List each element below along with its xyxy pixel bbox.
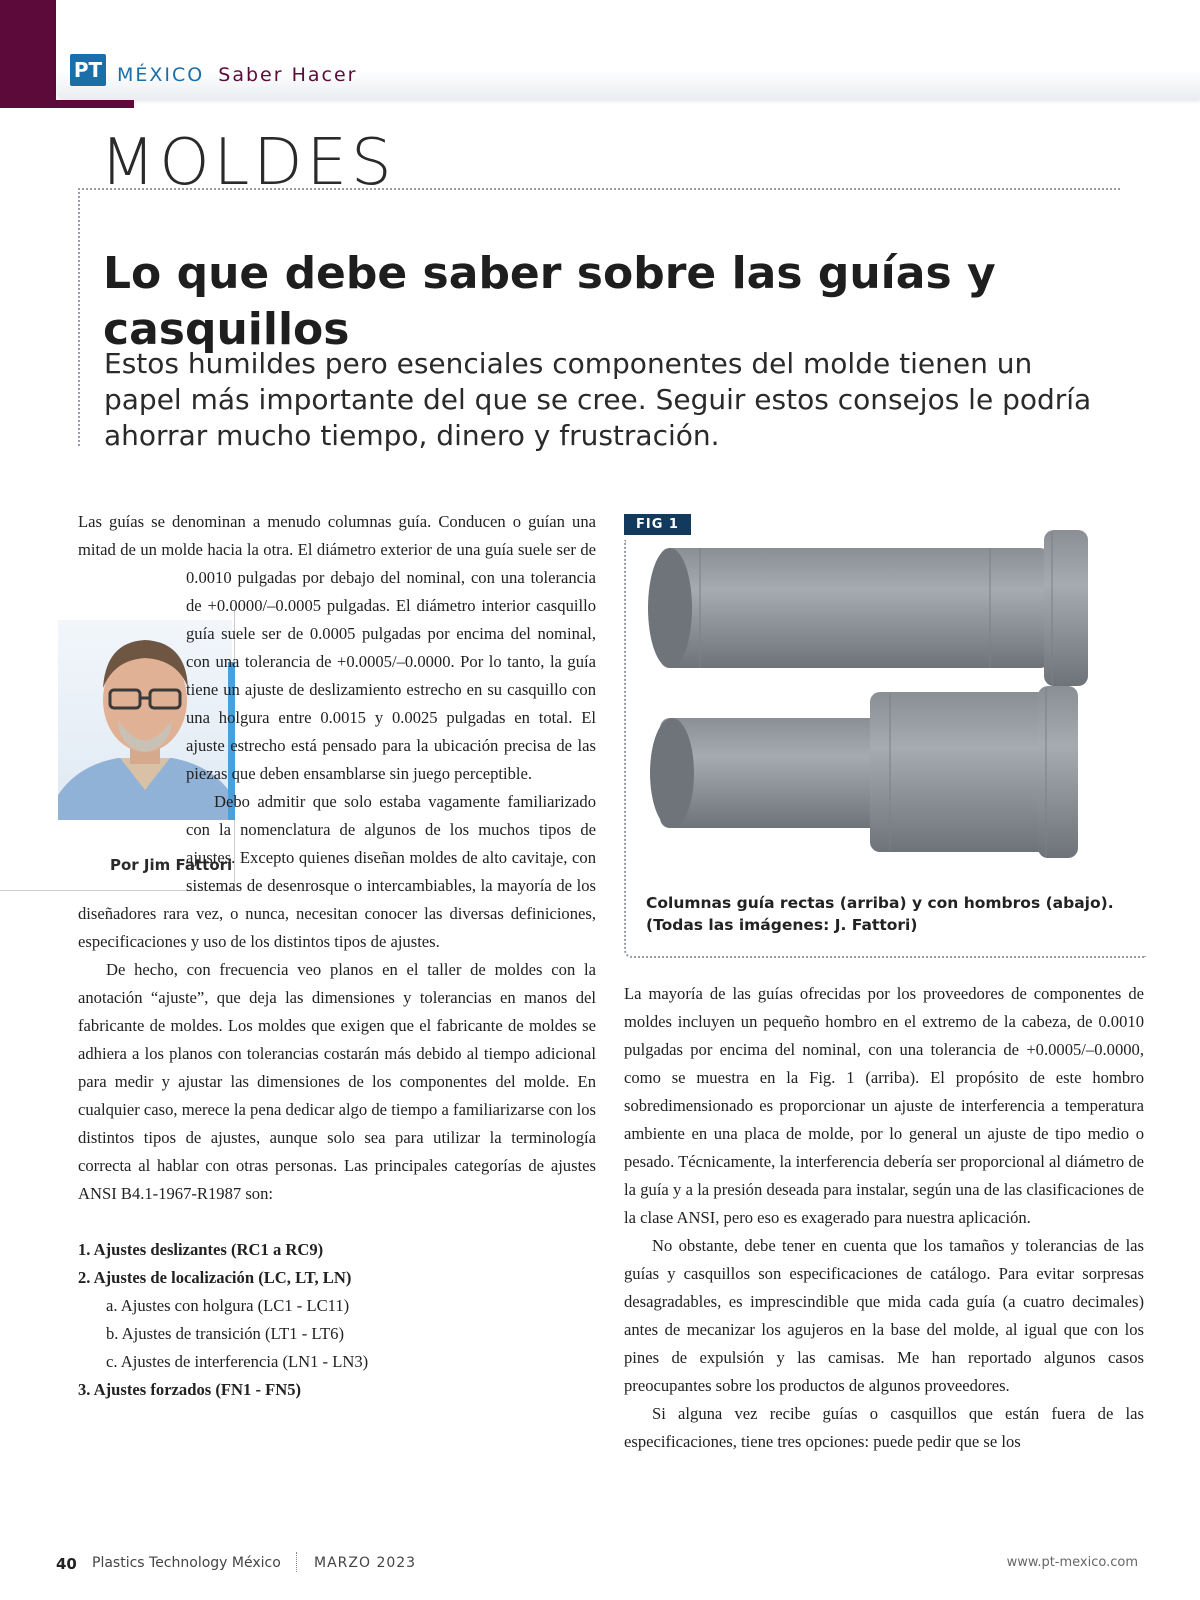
figure-caption: Columnas guía rectas (arriba) y con hombros (abajo). (Todas las imágenes: J. Fattori) (646, 894, 1114, 934)
list-item: b. Ajustes de transición (LT1 - LT6) (106, 1324, 344, 1343)
list-item: 1. Ajustes deslizantes (RC1 a RC9) (78, 1240, 324, 1259)
paragraph: De hecho, con frecuencia veo planos en el taller de moldes con la anotación “ajuste”, que deja las dimensiones y tolerancias en manos del fabricante de moldes. Los moldes que exigen que el fabricante de moldes se adhiera a los planos con tolerancias costarán más debido al tiempo adicional para medir y ajustar las dimensiones de los componentes del molde. En cualquier caso, merece la pena dedicar algo de tiempo a familiarizarse con los distintos tipos de ajustes, aunque solo sea para utilizar la terminología correcta al hablar con otras personas. Las principales categorías de ajustes ANSI B4.1-1967-R1987 son: (78, 960, 596, 1203)
masthead-country: MÉXICO (117, 64, 205, 86)
author-float-spacer (0, 564, 186, 882)
masthead (117, 64, 357, 86)
website-link[interactable]: www.pt-mexico.com (1006, 1555, 1138, 1570)
publication-name: Plastics Technology México (92, 1555, 281, 1571)
footer-separator (296, 1552, 297, 1572)
masthead-section: Saber Hacer (218, 64, 358, 86)
paragraph: Si alguna vez recibe guías o casquillos que están fuera de las especificaciones, tiene tres opciones: puede pedir que se los (624, 1404, 1144, 1451)
page-number: 40 (56, 1555, 77, 1573)
deck: Estos humildes pero esenciales componentes del molde tienen un papel más importante del que se cree. Seguir estos consejos le podría ahorrar mucho tiempo, dinero y frustración. (104, 347, 1092, 452)
dotted-divider-horizontal (78, 188, 1120, 190)
figure-tag: FIG 1 (624, 514, 691, 535)
header-corner-accent (0, 0, 56, 108)
guide-pins-illustration (640, 528, 1130, 868)
straight-guide-pin-icon (648, 530, 1088, 686)
shouldered-guide-pin-icon (650, 686, 1078, 858)
paragraph: No obstante, debe tener en cuenta que los tamaños y tolerancias de las guías y casquillos son especificaciones de catálogo. Para evitar sorpresas desagradables, es imprescindible que mida cada guía (a cuatro decimales) antes de mecanizar los agujeros en la base del molde, al igual que con los pines de expulsión y las camisas. Me han reportado algunos casos preocupantes sobre los productos de algunos proveedores. (624, 1236, 1144, 1395)
list-item: 3. Ajustes forzados (FN1 - FN5) (78, 1380, 302, 1399)
list-item: c. Ajustes de interferencia (LN1 - LN3) (106, 1352, 369, 1371)
headline: Lo que debe saber sobre las guías y casquillos (103, 248, 996, 355)
byline: Por Jim Fattori (110, 856, 233, 874)
list-item: a. Ajustes con holgura (LC1 - LC11) (106, 1296, 350, 1315)
dotted-divider-vertical (78, 188, 80, 446)
issue-date: MARZO 2023 (314, 1555, 417, 1571)
left-column (78, 508, 596, 1404)
paragraph: Las guías se denominan a menudo columnas guía. Conducen o guían una mitad de un molde hacia la otra. El diámetro exterior de una guía suele ser de 0.0010 pulgadas por debajo del nominal, con una tolerancia de +0.0000/–0.0005 pulgadas. El diámetro interior casquillo guía suele ser de 0.0005 pulgadas por encima del nominal, con una tolerancia de +0.0005/–0.0000. Por lo tanto, la guía tiene un ajuste de deslizamiento estrecho en su casquillo con una holgura entre 0.0015 y 0.0025 pulgadas en total. El ajuste estrecho está pensado para la ubicación precisa de las piezas que deben ensamblarse sin juego perceptible. (78, 512, 596, 783)
section-title: MOLDES (100, 126, 396, 200)
list-item: 2. Ajustes de localización (LC, LT, LN) (78, 1268, 352, 1287)
paragraph: La mayoría de las guías ofrecidas por los proveedores de componentes de moldes incluyen un pequeño hombro en el extremo de la cabeza, de 0.0010 pulgadas por encima del nominal, con una tolerancia de +0.0005/–0.0000, como se muestra en la Fig. 1 (arriba). El propósito de este hombro sobredimensionado es proporcionar un ajuste de interferencia a temperatura ambiente en una placa de molde, por lo general un ajuste de tipo medio o pesado. Técnicamente, la interferencia debería ser proporcional al diámetro de la guía y a la presión deseada para instalar, según una de las clasificaciones de la clase ANSI, pero eso es exagerado para nuestra aplicación. (624, 984, 1144, 1227)
paragraph: Debo admitir que solo estaba vagamente familiarizado con la nomenclatura de algunos de los muchos tipos de ajustes. Excepto quienes diseñan moldes de alto cavitaje, con sistemas de desenrosque o intercambiables, la mayoría de los diseñadores rara vez, o nunca, necesitan conocer las diversas definiciones, especificaciones y uso de los distintos tipos de ajustes. (78, 792, 596, 951)
right-column (624, 980, 1144, 1456)
fits-list (78, 1236, 596, 1404)
header-underline-accent (56, 100, 134, 108)
pt-logo: PT (70, 54, 106, 86)
